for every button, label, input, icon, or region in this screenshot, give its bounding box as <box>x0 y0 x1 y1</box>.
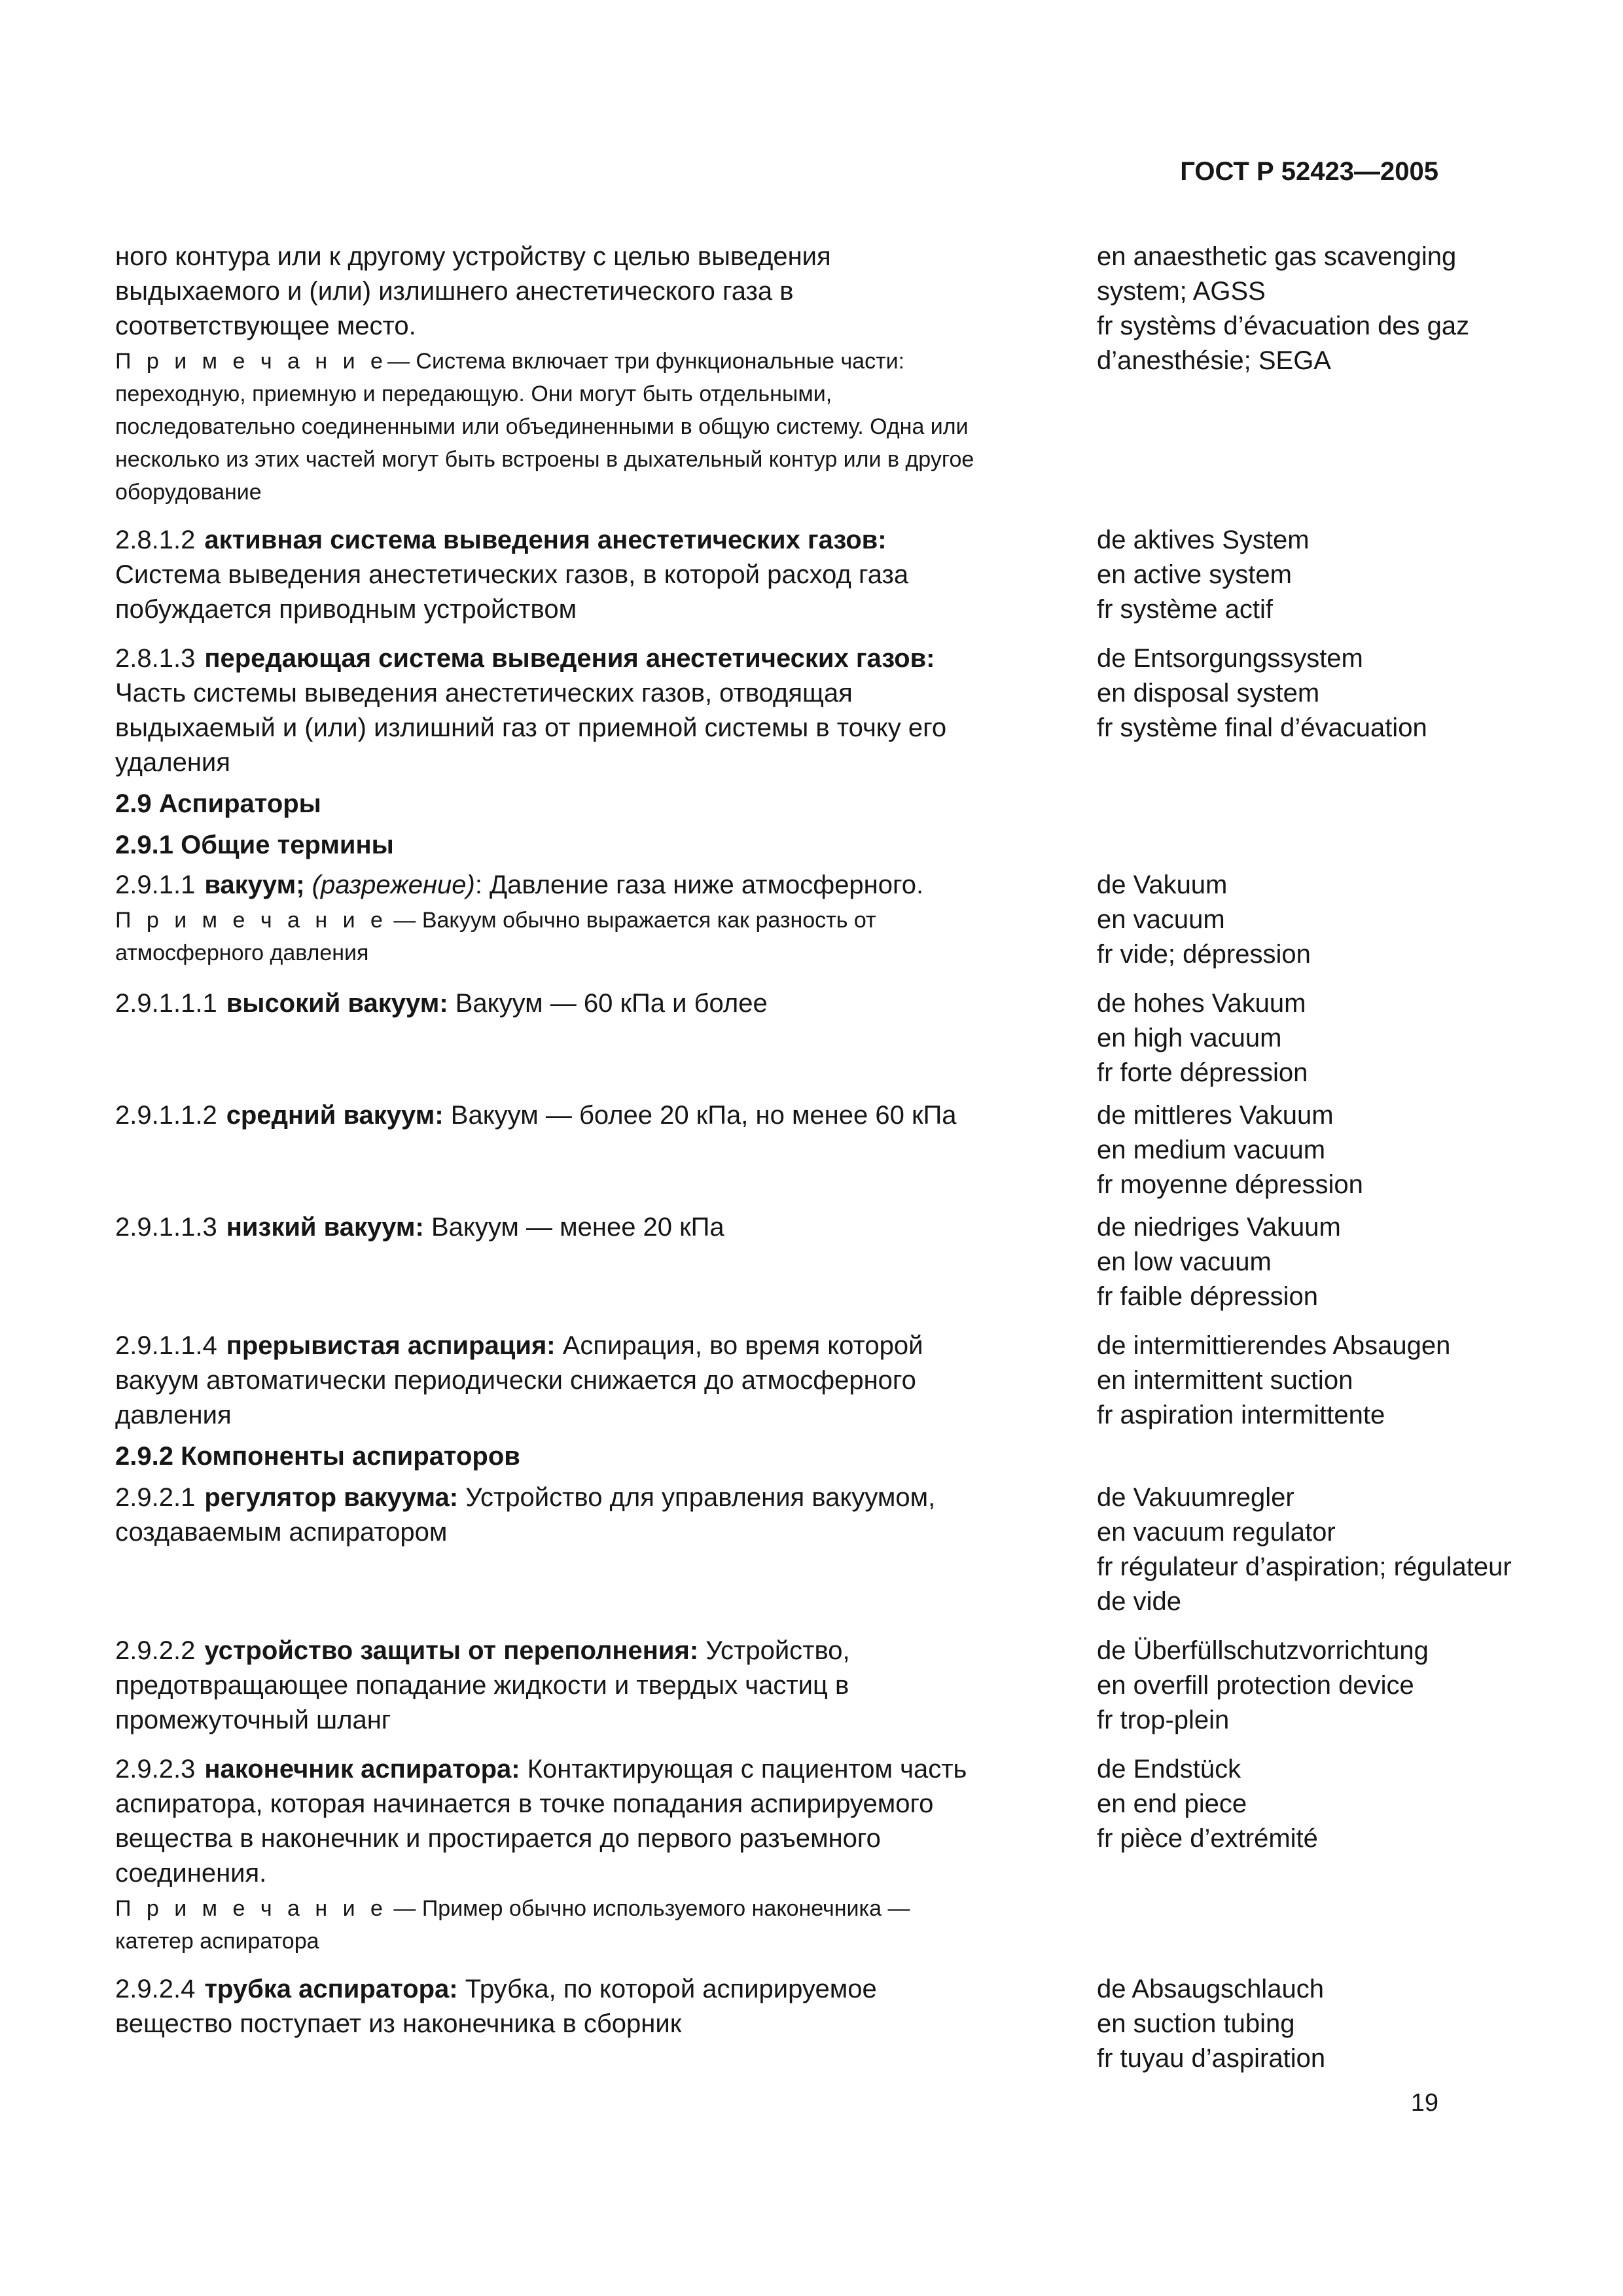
note-label: П р и м е ч а н и е <box>115 1896 387 1921</box>
term-name: прерывистая аспирация: <box>226 1331 556 1360</box>
equivalent: en overfill protection device <box>1097 1671 1414 1700</box>
equivalent: en anaesthetic gas scavenging <box>1097 242 1457 271</box>
equivalent: de Vakuumregler <box>1097 1483 1294 1512</box>
term-definition: ного контура или к другому устройству с целью выведения выдыхаемого и (или) излишнего анестетического газа в соответствующее место. <box>115 242 831 340</box>
equivalent: de Entsorgungssystem <box>1097 644 1363 673</box>
equivalent: en active system <box>1097 560 1292 589</box>
equivalent: de Absaugschlauch <box>1097 1975 1324 2003</box>
term-equivalents <box>1097 641 1581 745</box>
equivalent: en intermittent suction <box>1097 1366 1353 1395</box>
term-ru <box>115 986 980 1021</box>
equivalent: fr système actif <box>1097 595 1273 624</box>
term-equivalents <box>1097 1329 1581 1433</box>
term-equivalents <box>1097 1210 1581 1314</box>
equivalent: fr faible dépression <box>1097 1282 1318 1311</box>
note-label: П р и м е ч а н и е <box>115 908 387 933</box>
term-entry <box>115 1972 1450 2076</box>
equivalent: fr systèms d’évacuation des gaz <box>1097 312 1470 340</box>
subsection-heading: 2.9.2 Компоненты аспираторов <box>115 1442 520 1471</box>
term-name: вакуум; <box>204 870 305 899</box>
term-number: 2.9.2.3 <box>115 1755 196 1784</box>
equivalent: en low vacuum <box>1097 1247 1272 1276</box>
equivalent: de Vakuum <box>1097 870 1228 899</box>
term-note <box>115 345 980 509</box>
term-entry <box>115 868 1450 972</box>
term-ru <box>115 1972 980 2041</box>
term-note <box>115 1892 980 1958</box>
term-definition: Вакуум — менее 20 кПа <box>423 1213 724 1242</box>
term-number: 2.9.1.1.4 <box>115 1331 217 1360</box>
term-ru <box>115 868 980 969</box>
term-equivalents <box>1097 986 1581 1090</box>
term-definition: Часть системы выведения анестетических газов, отводящая выдыхаемый и (или) излишний газ от приемной системы в точку его удаления <box>115 679 947 777</box>
equivalent: en high vacuum <box>1097 1024 1282 1052</box>
note-text: — Вакуум обычно выражается как разность от атмосферного давления <box>115 908 876 965</box>
term-equivalents <box>1097 1098 1581 1202</box>
term-name: активная система выведения анестетических газов: <box>204 526 887 554</box>
equivalent: fr système final d’évacuation <box>1097 713 1427 742</box>
equivalent: de intermittierendes Absaugen <box>1097 1331 1451 1360</box>
term-name: низкий вакуум: <box>226 1213 424 1242</box>
subsection-heading: 2.9.1 Общие термины <box>115 831 394 859</box>
term-name: наконечник аспиратора: <box>204 1755 520 1784</box>
equivalent: fr trop-plein <box>1097 1706 1230 1734</box>
note-text: — Пример обычно используемого наконечника — катетер аспиратора <box>115 1896 910 1954</box>
term-number: 2.9.1.1.1 <box>115 989 217 1018</box>
term-name: устройство защиты от переполнения: <box>204 1636 699 1665</box>
term-number: 2.9.2.1 <box>115 1483 196 1512</box>
term-name: средний вакуум: <box>226 1101 444 1130</box>
term-definition: Вакуум — более 20 кПа, но менее 60 кПа <box>443 1101 957 1130</box>
equivalent: en suction tubing <box>1097 2009 1295 2038</box>
term-equivalents <box>1097 1634 1581 1738</box>
term-number: 2.9.1.1.3 <box>115 1213 217 1242</box>
page-number: 19 <box>1410 2089 1438 2117</box>
term-ru <box>115 1480 980 1550</box>
note-text: — Система включает три функциональные части: переходную, приемную и передающую. Они могут быть отдельными, последовательно соединенными или объединенными в общую систему. Одна или несколько из этих частей могут быть встроены в дыхательный контур или в другое оборудование <box>115 349 974 505</box>
equivalent: de Endstück <box>1097 1755 1241 1784</box>
term-ru <box>115 1329 980 1433</box>
term-entry <box>115 1210 1450 1314</box>
equivalent: de aktives System <box>1097 526 1310 554</box>
term-definition: Система выведения анестетических газов, в которой расход газа побуждается приводным устройством <box>115 560 909 624</box>
equivalent: system; AGSS <box>1097 277 1266 306</box>
term-definition: Устройство для управления вакуумом, создаваемым аспиратором <box>115 1483 936 1547</box>
term-definition: Устройство, предотвращающее попадание жидкости и твердых частиц в промежуточный шланг <box>115 1636 850 1734</box>
term-note <box>115 904 980 969</box>
term-name: передающая система выведения анестетических газов: <box>204 644 935 673</box>
equivalent: en medium vacuum <box>1097 1136 1326 1164</box>
term-number: 2.9.2.4 <box>115 1975 196 2003</box>
term-definition: Вакуум — 60 кПа и более <box>448 989 768 1018</box>
term-definition: Аспирация, во время которой вакуум автоматически периодически снижается до атмосферного давления <box>115 1331 923 1429</box>
term-ru <box>115 1752 980 1958</box>
terms-content <box>115 240 1512 2076</box>
term-ru <box>115 641 980 780</box>
term-entry <box>115 1752 1450 1958</box>
equivalent: de niedriges Vakuum <box>1097 1213 1341 1242</box>
equivalent: en end piece <box>1097 1789 1247 1818</box>
term-entry <box>115 1480 1512 1619</box>
term-number: 2.9.1.1.2 <box>115 1101 217 1130</box>
term-definition: Контактирующая с пациентом часть аспиратора, которая начинается в точке попадания аспирируемого вещества в наконечник и простирается до первого разъемного соединения. <box>115 1755 967 1888</box>
equivalent: en vacuum regulator <box>1097 1518 1336 1547</box>
term-equivalents <box>1097 523 1581 627</box>
term-definition: : Давление газа ниже атмосферного. <box>474 870 924 899</box>
equivalent: fr vide; dépression <box>1097 940 1311 969</box>
equivalent: de mittleres Vakuum <box>1097 1101 1334 1130</box>
equivalent: fr pièce d’extrémité <box>1097 1824 1318 1853</box>
term-ru <box>115 1634 980 1738</box>
equivalent: de Überfüllschutzvorrichtung <box>1097 1636 1429 1665</box>
equivalent: en disposal system <box>1097 679 1320 708</box>
term-name: высокий вакуум: <box>226 989 448 1018</box>
note-label: П р и м е ч а н и е <box>115 349 387 374</box>
equivalent: fr forte dépression <box>1097 1058 1308 1087</box>
equivalent: fr tuyau d’aspiration <box>1097 2044 1326 2073</box>
term-entry <box>115 523 1450 627</box>
section-heading: 2.9 Аспираторы <box>115 789 321 818</box>
term-entry <box>115 240 1470 509</box>
equivalent: de hohes Vakuum <box>1097 989 1306 1018</box>
equivalent: en vacuum <box>1097 905 1225 934</box>
term-ru <box>115 240 980 509</box>
term-equivalents <box>1097 240 1581 378</box>
equivalent: fr aspiration intermittente <box>1097 1401 1385 1429</box>
term-number: 2.9.1.1 <box>115 870 196 899</box>
term-synonym: (разрежение) <box>304 870 475 899</box>
term-ru <box>115 523 980 627</box>
term-entry <box>115 641 1450 780</box>
equivalent: de vide <box>1097 1587 1181 1616</box>
equivalent: fr régulateur d’aspiration; régulateur <box>1097 1552 1512 1581</box>
term-equivalents <box>1097 1972 1581 2076</box>
equivalent: d’anesthésie; SEGA <box>1097 346 1331 375</box>
equivalent: fr moyenne dépression <box>1097 1170 1363 1199</box>
term-name: регулятор вакуума: <box>204 1483 459 1512</box>
term-entry <box>115 986 1450 1090</box>
term-ru <box>115 1210 980 1245</box>
term-ru <box>115 1098 980 1133</box>
term-equivalents <box>1097 868 1581 972</box>
term-entry <box>115 1098 1450 1202</box>
term-entry <box>115 1634 1450 1738</box>
term-number: 2.8.1.3 <box>115 644 196 673</box>
term-equivalents <box>1097 1480 1581 1619</box>
term-number: 2.9.2.2 <box>115 1636 196 1665</box>
term-name: трубка аспиратора: <box>204 1975 458 2003</box>
term-equivalents <box>1097 1752 1581 1856</box>
term-number: 2.8.1.2 <box>115 526 196 554</box>
term-definition: Трубка, по которой аспирируемое вещество поступает из наконечника в сборник <box>115 1975 877 2038</box>
document-standard-header: ГОСТ Р 52423—2005 <box>1180 157 1438 186</box>
term-entry <box>115 1329 1450 1433</box>
